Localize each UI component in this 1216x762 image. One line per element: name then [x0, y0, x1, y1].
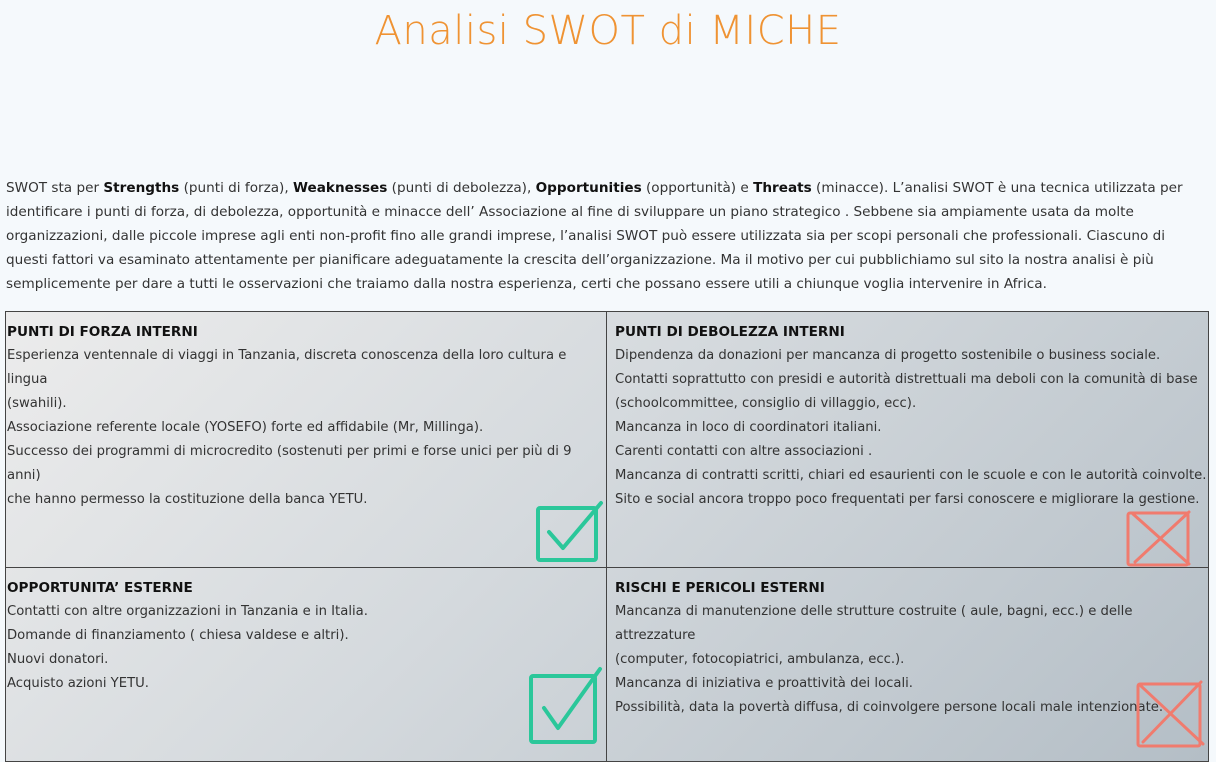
page-title: Analisi SWOT di MICHE	[374, 8, 842, 54]
intro-paragraph	[6, 176, 1210, 296]
list-item: che hanno permesso la costituzione della banca YETU.	[7, 492, 368, 507]
cross-mark-icon	[1125, 508, 1195, 568]
list-item: Nuovi donatori.	[7, 652, 109, 667]
list-item: Possibilità, data la povertà diffusa, di coinvolgere persone locali male intenzionate.	[615, 700, 1164, 715]
list-item: Contatti soprattutto con presidi e autorità distrettuali ma deboli con la comunità di base	[615, 372, 1198, 387]
strengths-title: PUNTI DI FORZA INTERNI	[7, 324, 198, 340]
intro-strengths-term: Strengths	[103, 180, 180, 196]
list-item: Mancanza di manutenzione delle strutture costruite ( aule, bagni, ecc.) e delle attrezzature	[615, 604, 1133, 643]
check-mark-icon	[528, 666, 604, 746]
weaknesses-title: PUNTI DI DEBOLEZZA INTERNI	[615, 324, 845, 340]
list-item: (schoolcommittee, consiglio di villaggio, ecc).	[615, 396, 917, 411]
list-item: (swahili).	[7, 396, 67, 411]
list-item: Acquisto azioni YETU.	[7, 676, 149, 691]
intro-text-4: (opportunità) e	[641, 180, 754, 196]
list-item: Mancanza in loco di coordinatori italiani.	[615, 420, 882, 435]
swot-cell-opportunities	[6, 568, 607, 762]
intro-text-2: (punti di forza),	[179, 180, 294, 196]
check-mark-icon	[535, 500, 605, 564]
intro-text-5: (minacce). L’analisi SWOT è una tecnica utilizzata per identificare i punti di forza, di debolezza, opportunità e minacce dell’ Associazione al fine di sviluppare un piano strategico . Sebbene sia ampiamente usata da molte organizzazioni, dalle piccole imprese agli enti non-profit fino alle grandi imprese, l’analisi SWOT può essere utilizzata sia per scopi personali che professionali. Ciascuno di questi fattori va esaminato attentamente per pianificare adeguatamente la crescita dell’organizzazione. Ma il motivo per cui pubblichiamo sul sito la nostra analisi è più semplicemente per dare a tutti le osservazioni che traiamo dalla nostra esperienza, certi che possano essere utili a chiunque voglia intervenire in Africa.	[6, 180, 1183, 292]
intro-threats-term: Threats	[753, 180, 812, 196]
threats-title: RISCHI E PERICOLI ESTERNI	[615, 580, 825, 596]
list-item: Domande di finanziamento ( chiesa valdese e altri).	[7, 628, 349, 643]
swot-cell-threats	[607, 568, 1209, 762]
intro-weaknesses-term: Weaknesses	[293, 180, 388, 196]
list-item: Contatti con altre organizzazioni in Tanzania e in Italia.	[7, 604, 368, 619]
list-item: Dipendenza da donazioni per mancanza di progetto sostenibile o business sociale.	[615, 348, 1161, 363]
swot-cell-weaknesses	[607, 312, 1209, 568]
list-item: Successo dei programmi di microcredito (sostenuti per primi e forse unici per più di 9 anni)	[7, 444, 572, 483]
intro-opportunities-term: Opportunities	[535, 180, 642, 196]
list-item: Carenti contatti con altre associazioni .	[615, 444, 873, 459]
swot-cell-strengths	[6, 312, 607, 568]
list-item: (computer, fotocopiatrici, ambulanza, ecc.).	[615, 652, 905, 667]
list-item: Associazione referente locale (YOSEFO) forte ed affidabile (Mr, Millinga).	[7, 420, 484, 435]
intro-text-1: SWOT sta per	[6, 180, 104, 196]
cross-mark-icon	[1135, 678, 1207, 748]
list-item: Mancanza di contratti scritti, chiari ed esaurienti con le scuole e con le autorità coinvolte.	[615, 468, 1207, 483]
opportunities-title: OPPORTUNITA’ ESTERNE	[7, 580, 193, 596]
list-item: Mancanza di iniziativa e proattività dei locali.	[615, 676, 913, 691]
list-item: Esperienza ventennale di viaggi in Tanzania, discreta conoscenza della loro cultura e lingua	[7, 348, 567, 387]
list-item: Sito e social ancora troppo poco frequentati per farsi conoscere e migliorare la gestione.	[615, 492, 1200, 507]
intro-text-3: (punti di debolezza),	[387, 180, 536, 196]
swot-grid	[5, 311, 1209, 762]
